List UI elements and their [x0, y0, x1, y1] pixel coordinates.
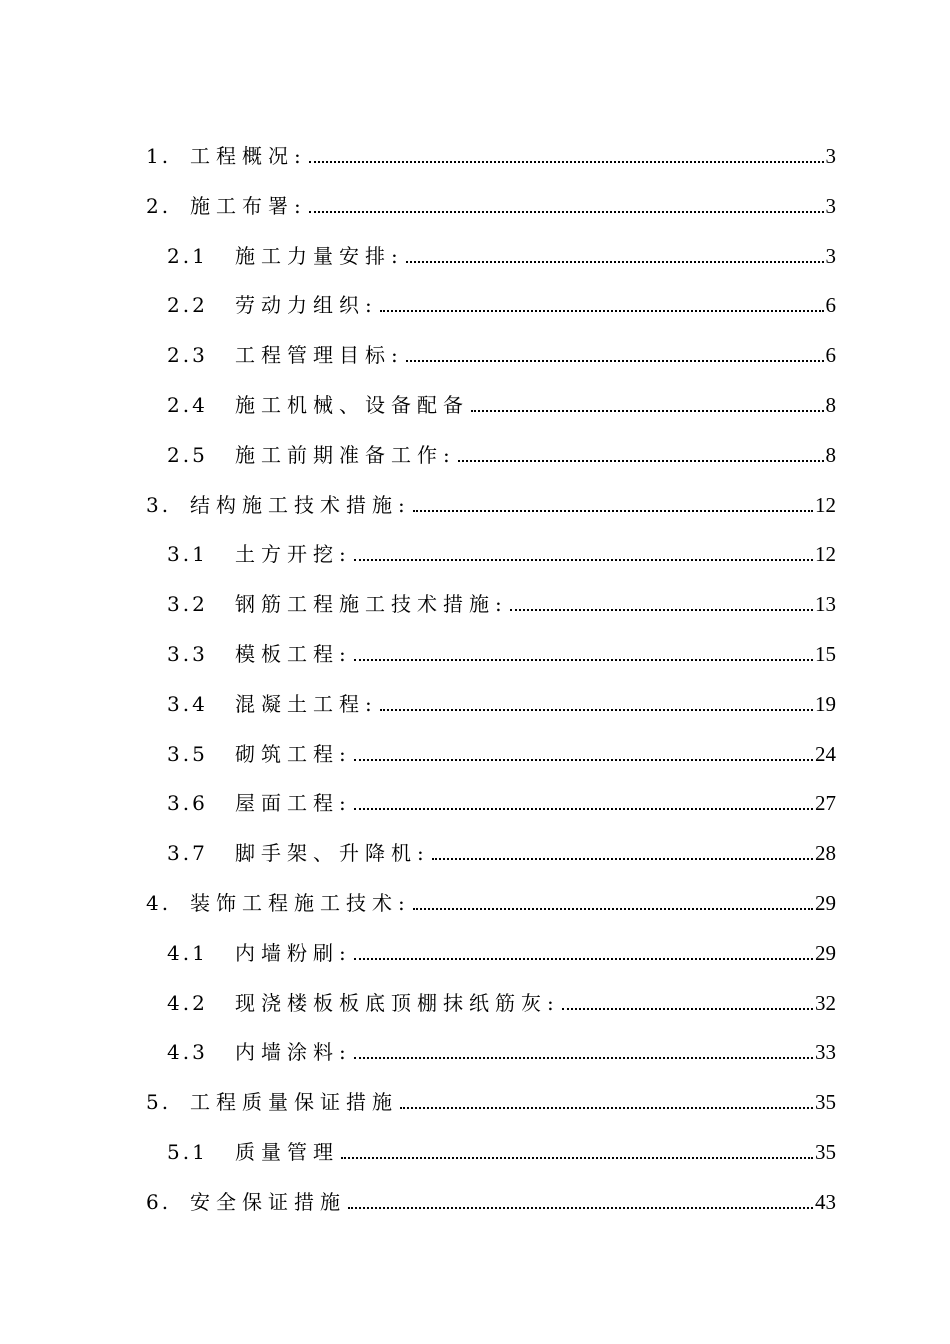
- toc-dot-leader: [380, 709, 813, 711]
- toc-entry-number: 2.2: [167, 293, 208, 318]
- toc-dot-leader: [354, 659, 813, 661]
- toc-entry-title: 装饰工程施工技术:: [190, 891, 411, 915]
- toc-entry-number: 3.6: [167, 791, 208, 816]
- toc-dot-leader: [309, 211, 824, 213]
- toc-entry[interactable]: [167, 1032, 836, 1064]
- toc-entry-number: 2.: [146, 193, 172, 218]
- toc-entry-number: 3.3: [167, 642, 208, 666]
- toc-entry-title: 脚手架、升降机:: [235, 841, 430, 866]
- toc-entry[interactable]: [167, 833, 836, 865]
- toc-entry-title: 模板工程:: [235, 642, 352, 666]
- toc-entry[interactable]: [146, 1182, 836, 1214]
- toc-entry-number: 2.1: [167, 243, 208, 268]
- toc-dot-leader: [458, 460, 824, 462]
- toc-entry[interactable]: [167, 236, 836, 268]
- toc-entry-title: 内墙粉刷:: [235, 940, 352, 965]
- toc-dot-leader: [354, 808, 813, 810]
- toc-entry-number: 2.4: [167, 393, 208, 417]
- toc-entry[interactable]: [146, 136, 836, 168]
- toc-entry-page-number: 12: [815, 492, 836, 517]
- toc-entry-number: 6.: [146, 1189, 172, 1214]
- toc-entry-number: 4.: [146, 891, 172, 915]
- toc-entry[interactable]: [167, 1132, 836, 1164]
- toc-entry-number: 5.: [146, 1090, 172, 1115]
- toc-entry-title: 安全保证措施: [190, 1189, 346, 1214]
- toc-entry-title: 混凝土工程:: [235, 691, 378, 716]
- toc-entry[interactable]: [167, 335, 836, 367]
- toc-entry[interactable]: [167, 435, 836, 467]
- toc-entry[interactable]: [167, 783, 836, 815]
- toc-entry[interactable]: [146, 485, 836, 517]
- toc-dot-leader: [354, 958, 813, 960]
- toc-entry-page-number: 43: [815, 1189, 836, 1214]
- toc-entry-page-number: 29: [815, 940, 836, 965]
- toc-entry-number: 3.2: [167, 592, 208, 617]
- toc-entry-title: 工程管理目标:: [235, 343, 404, 368]
- toc-entry-title: 施工布署:: [190, 193, 307, 218]
- toc-entry-title: 施工力量安排:: [235, 243, 404, 268]
- toc-dot-leader: [309, 161, 824, 163]
- toc-entry-page-number: 12: [815, 542, 836, 567]
- toc-entry-title: 内墙涂料:: [235, 1040, 352, 1065]
- toc-entry-page-number: 24: [815, 741, 836, 766]
- toc-entry-page-number: 8: [825, 442, 836, 467]
- toc-entry-title: 砌筑工程:: [235, 741, 352, 766]
- toc-entry-page-number: 35: [815, 1090, 836, 1115]
- toc-dot-leader: [413, 908, 813, 910]
- toc-entry-title: 施工机械、设备配备: [235, 393, 469, 417]
- toc-entry[interactable]: [146, 186, 836, 218]
- toc-entry-title: 结构施工技术措施:: [190, 492, 411, 517]
- toc-dot-leader: [354, 1057, 813, 1059]
- toc-dot-leader: [400, 1107, 813, 1109]
- toc-entry[interactable]: [167, 734, 836, 766]
- toc-dot-leader: [413, 510, 813, 512]
- toc-entry-page-number: 15: [815, 642, 836, 666]
- toc-entry-title: 土方开挖:: [235, 542, 352, 567]
- toc-entry-title: 工程质量保证措施: [190, 1090, 398, 1115]
- toc-entry[interactable]: [167, 684, 836, 716]
- toc-entry-page-number: 6: [825, 343, 836, 368]
- toc-entry[interactable]: [167, 385, 836, 417]
- toc-entry-title: 施工前期准备工作:: [235, 442, 456, 467]
- toc-entry[interactable]: [167, 983, 836, 1015]
- toc-entry-number: 3.: [146, 492, 172, 517]
- toc-entry-number: 5.1: [167, 1140, 208, 1164]
- toc-entry-page-number: 19: [815, 691, 836, 716]
- toc-entry[interactable]: [146, 1082, 836, 1114]
- toc-entry-number: 3.4: [167, 691, 208, 716]
- toc-entry-title: 质量管理: [235, 1140, 339, 1164]
- toc-entry[interactable]: [167, 933, 836, 965]
- toc-dot-leader: [380, 310, 824, 312]
- toc-entry[interactable]: [167, 534, 836, 566]
- toc-entry-page-number: 6: [825, 293, 836, 318]
- toc-entry-page-number: 3: [825, 243, 836, 268]
- toc-entry-page-number: 3: [825, 144, 836, 168]
- toc-entry-number: 3.1: [167, 542, 208, 567]
- toc-dot-leader: [406, 261, 824, 263]
- toc-entry-title: 钢筋工程施工技术措施:: [235, 592, 508, 617]
- toc-entry-page-number: 32: [815, 990, 836, 1015]
- toc-entry-page-number: 8: [825, 393, 836, 417]
- toc-dot-leader: [406, 360, 824, 362]
- toc-entry-title: 工程概况:: [190, 144, 307, 168]
- toc-dot-leader: [341, 1157, 813, 1159]
- toc-entry-number: 2.3: [167, 343, 208, 368]
- toc-entry-title: 劳动力组织:: [235, 293, 378, 318]
- toc-entry-page-number: 28: [815, 841, 836, 866]
- toc-entry-title: 现浇楼板板底顶棚抹纸筋灰:: [235, 990, 560, 1015]
- toc-entry-page-number: 3: [825, 193, 836, 218]
- toc-entry-number: 4.3: [167, 1040, 208, 1065]
- toc-dot-leader: [432, 858, 813, 860]
- toc-dot-leader: [510, 609, 813, 611]
- toc-entry-title: 屋面工程:: [235, 791, 352, 816]
- toc-entry[interactable]: [167, 285, 836, 317]
- toc-entry-page-number: 29: [815, 891, 836, 915]
- toc-entry[interactable]: [146, 883, 836, 915]
- toc-entry-number: 1.: [146, 144, 172, 168]
- toc-entry-number: 3.7: [167, 841, 208, 866]
- toc-entry-page-number: 13: [815, 592, 836, 617]
- toc-dot-leader: [354, 759, 813, 761]
- toc-dot-leader: [348, 1207, 813, 1209]
- toc-entry-page-number: 27: [815, 791, 836, 816]
- toc-entry-number: 2.5: [167, 442, 208, 467]
- toc-entry-page-number: 33: [815, 1040, 836, 1065]
- toc-entry-page-number: 35: [815, 1140, 836, 1164]
- toc-entry-number: 4.2: [167, 990, 208, 1015]
- toc-dot-leader: [471, 410, 824, 412]
- toc-entry[interactable]: [167, 584, 836, 616]
- toc-entry-number: 3.5: [167, 741, 208, 766]
- toc-entry[interactable]: [167, 634, 836, 666]
- toc-dot-leader: [562, 1008, 813, 1010]
- toc-dot-leader: [354, 559, 813, 561]
- toc-entry-number: 4.1: [167, 940, 208, 965]
